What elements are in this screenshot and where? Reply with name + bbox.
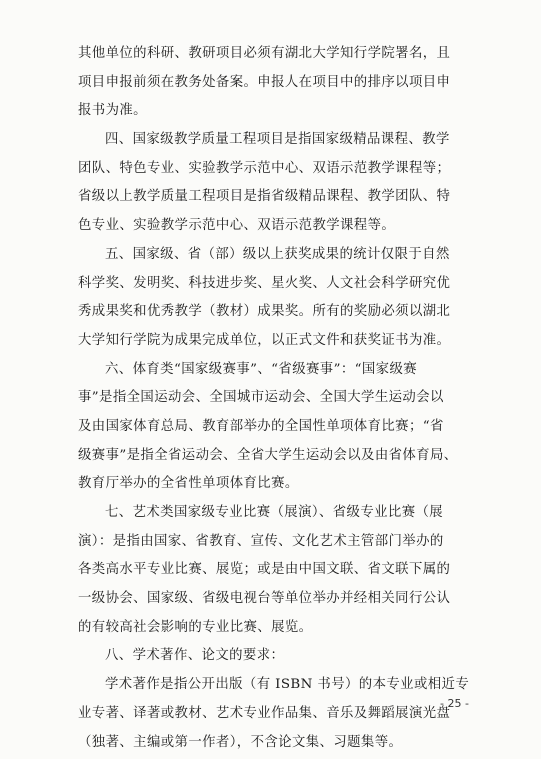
page-number: - 25 - [440, 697, 469, 710]
text-line: 级赛事”是指全省运动会、全省大学生运动会以及由省体育局、 [78, 447, 458, 463]
text-line: 其他单位的科研、教研项目必须有湖北大学知行学院署名，且 [78, 46, 451, 61]
text-line: 演）：是指由国家、省教育、宣传、文化艺术主管部门举办的 [78, 533, 444, 549]
section-heading-line: 七、艺术类国家级专业比赛（展演）、省级专业比赛（展 [105, 505, 444, 520]
text-line: 业专著、译著或教材、艺术专业作品集、音乐及舞蹈展演光盘 [78, 705, 451, 721]
text-line: 学术著作是指公开出版（有 ISBN 书号）的本专业或相近专 [105, 677, 470, 693]
text-line: 及由国家体育总局、教育部举办的全国性单项体育比赛；“省 [78, 418, 444, 434]
text-line: 项目申报前须在教务处备案。申报人在项目中的排序以项目申 [78, 74, 451, 90]
text-line: 事”是指全国运动会、全国城市运动会、全国大学生运动会以 [78, 390, 444, 406]
section-heading-line: 八、学术著作、论文的要求： [105, 648, 285, 664]
text-line: 各类高水平专业比赛、展览；或是由中国文联、省文联下属的 [78, 562, 451, 578]
text-line: 色专业、实验教学示范中心、双语示范教学课程等。 [78, 218, 396, 234]
text-line: 大学知行学院为成果完成单位，以正式文件和获奖证书为准。 [78, 332, 451, 348]
text-line: 报书为准。 [78, 103, 147, 119]
text-line: 省级以上教学质量工程项目是指省级精品课程、教学团队、特 [78, 189, 451, 205]
text-line: （独著、主编或第一作者），不含论文集、习题集等。 [78, 734, 403, 750]
section-heading-line: 四、国家级教学质量工程项目是指国家级精品课程、教学 [105, 132, 450, 148]
text-line: 教育厅举办的全省性单项体育比赛。 [78, 476, 299, 492]
text-line: 秀成果奖和优秀教学（教材）成果奖。所有的奖励必须以湖北 [78, 304, 451, 320]
text-line: 一级协会、国家级、省级电视台等单位举办并经相关同行公认 [78, 591, 451, 607]
section-heading-line: 六、体育类“国家级赛事”、“省级赛事”：“国家级赛 [105, 361, 418, 377]
text-line: 科学奖、发明奖、科技进步奖、星火奖、人文社会科学研究优 [78, 275, 451, 291]
section-heading-line: 五、国家级、省（部）级以上获奖成果的统计仅限于自然 [105, 246, 450, 262]
text-line: 团队、特色专业、实验教学示范中心、双语示范教学课程等； [78, 160, 451, 176]
document-body [78, 40, 488, 757]
text-line: 的有较高社会影响的专业比赛、展览。 [78, 619, 313, 635]
